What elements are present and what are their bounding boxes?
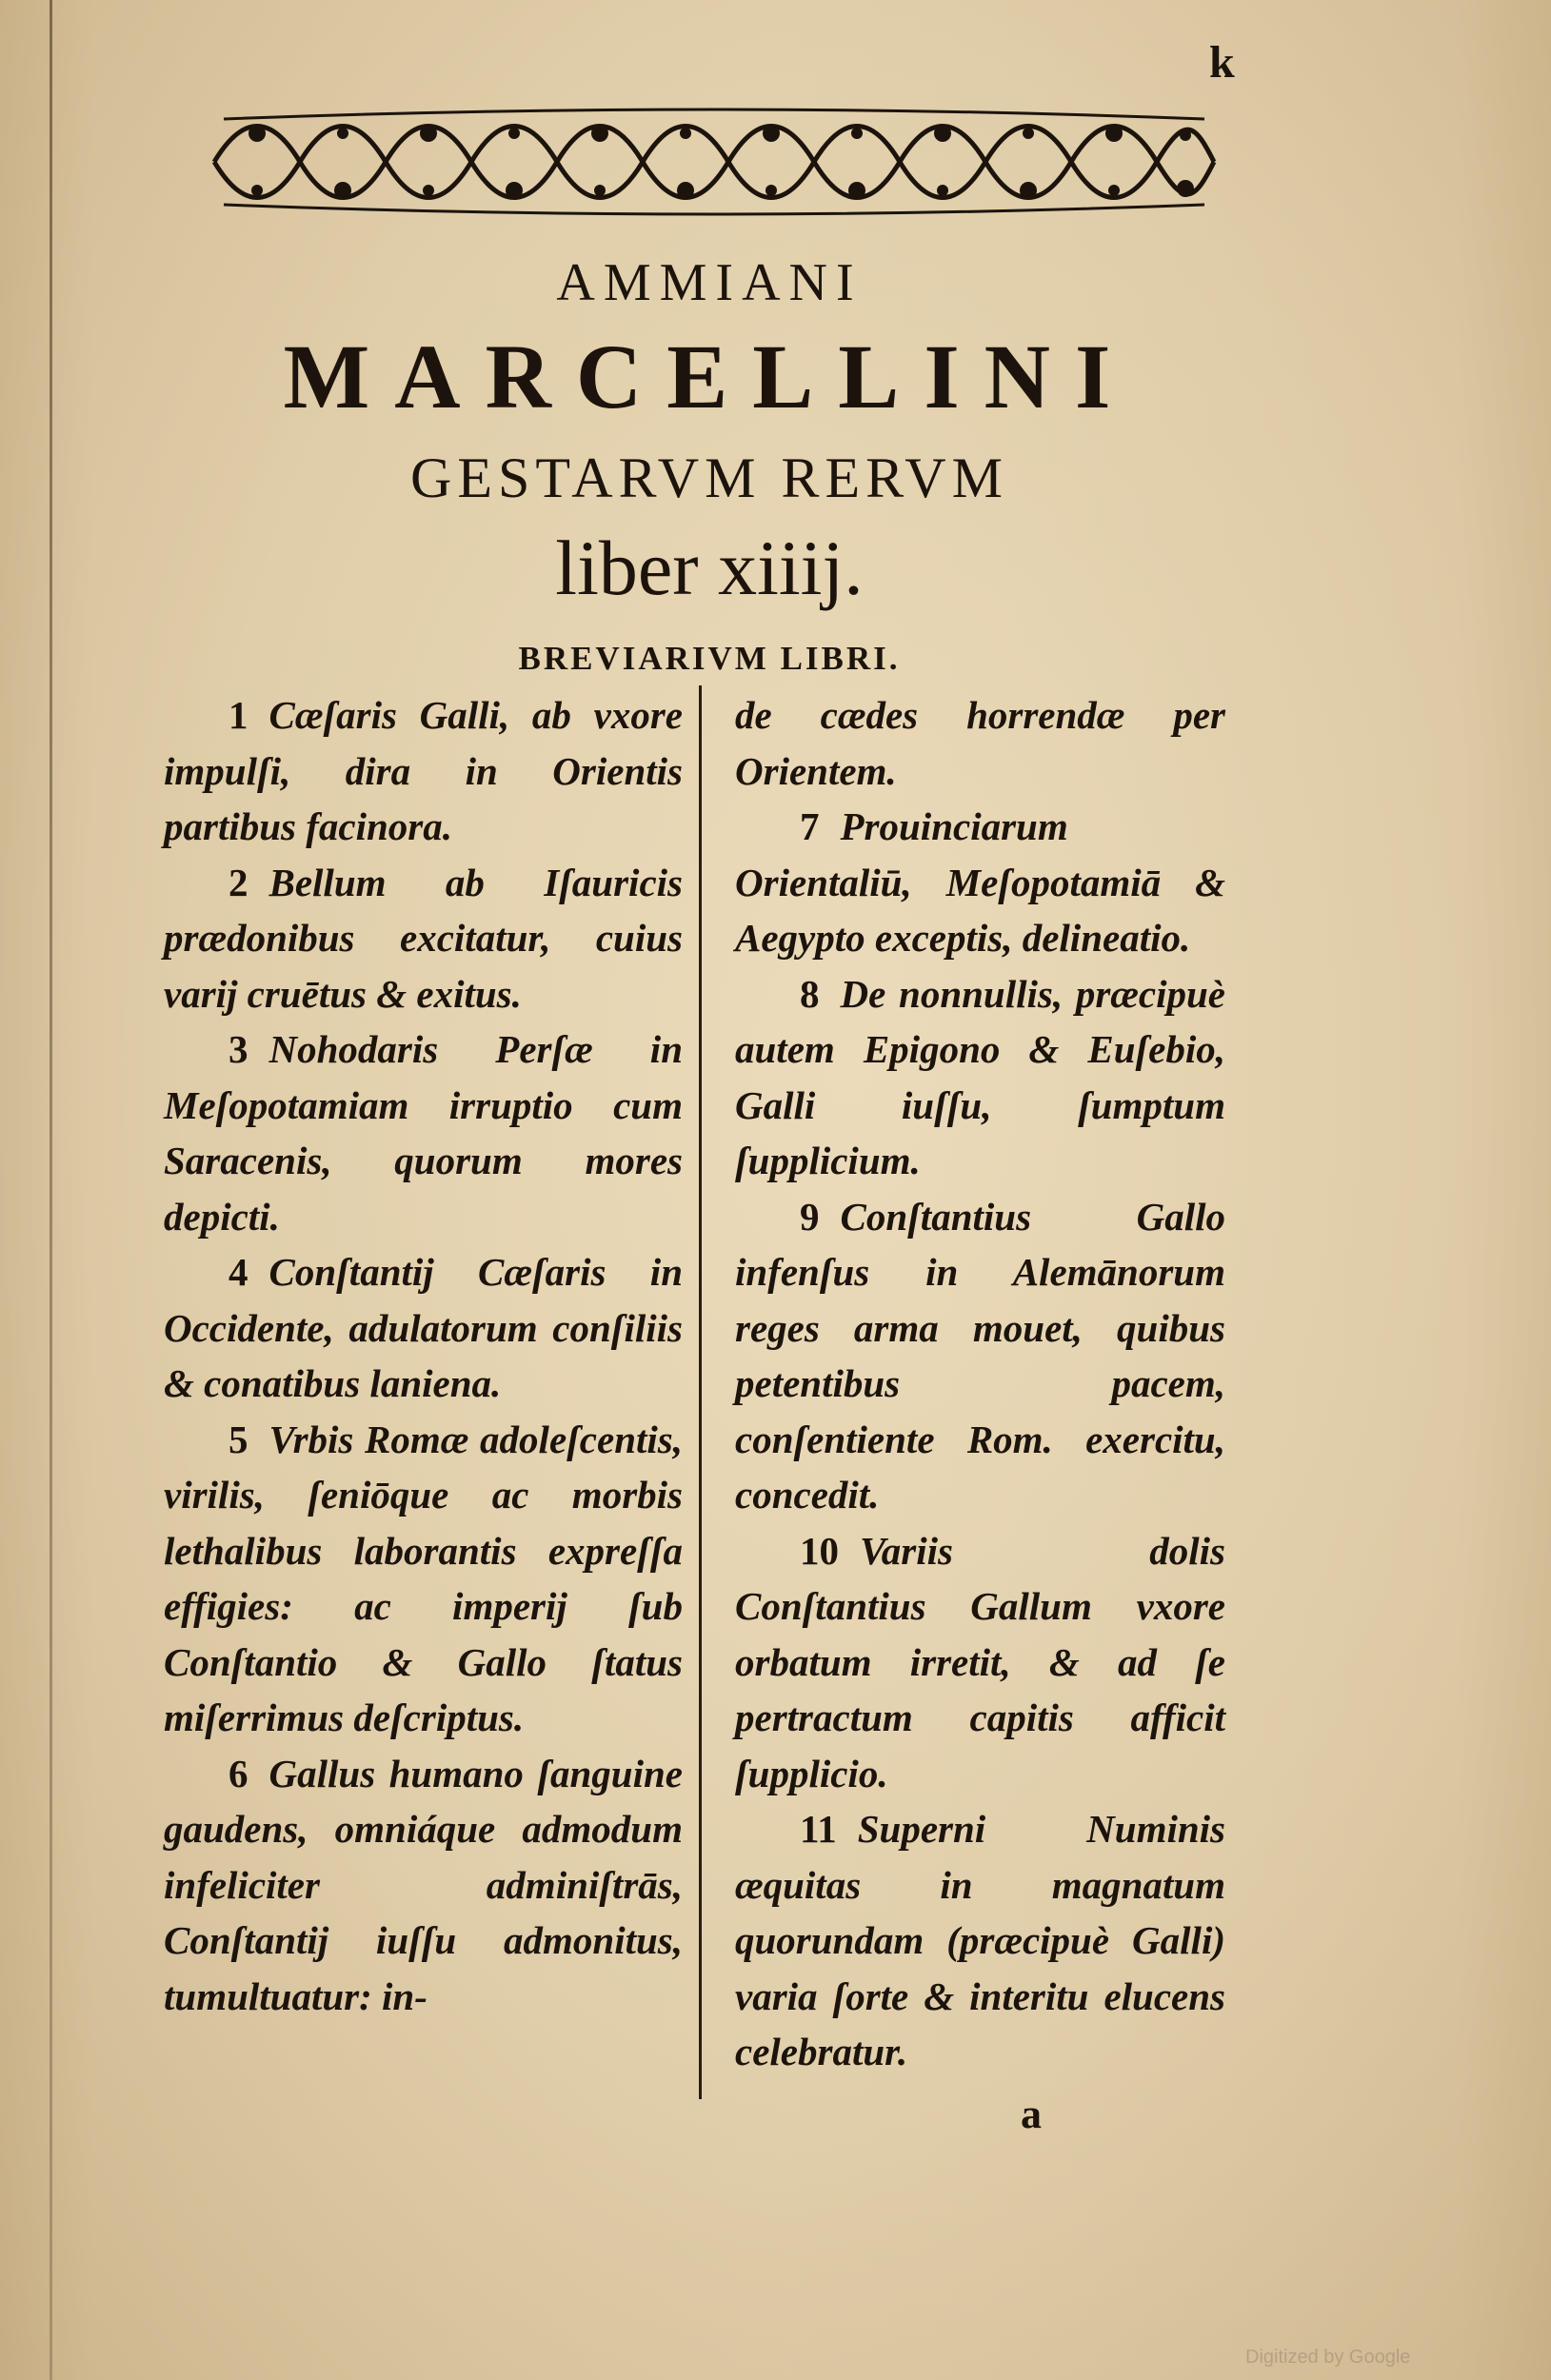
entry-number: 10 bbox=[800, 1528, 839, 1573]
summary-entry bbox=[735, 799, 1225, 966]
summary-entry bbox=[164, 1746, 683, 2025]
entry-number: 5 bbox=[229, 1417, 249, 1461]
folio-mark: k bbox=[1209, 37, 1235, 88]
entry-number: 3 bbox=[229, 1027, 249, 1071]
entry-number: 11 bbox=[800, 1807, 837, 1851]
summary-entry bbox=[164, 855, 683, 1022]
work-title: GESTARVM RERVM bbox=[410, 446, 1008, 509]
summary-entry bbox=[164, 1244, 683, 1412]
breviarium-heading: BREVIARIVM LIBRI. bbox=[518, 640, 901, 677]
entry-text: Gallus humano ſanguine gaudens, omniáque admodum infeliciter adminiſtrās, Conſtantij iuſſu admonitus, tumultuatur: in- bbox=[164, 1751, 683, 2018]
summary-entry bbox=[735, 966, 1225, 1189]
signature-mark: a bbox=[1021, 2091, 1042, 2137]
entry-number: 9 bbox=[800, 1194, 820, 1239]
entry-text: Vrbis Romæ adoleſcentis, virilis, ſeniōque ac morbis lethalibus laborantis expreſſa effigies: ac imperij ſub Conſtantio & Gallo ſtatus miſerrimus deſcriptus. bbox=[164, 1417, 683, 1739]
entry-number: 4 bbox=[229, 1250, 249, 1294]
entry-text: Variis dolis Conſtantius Gallum vxore orbatum irretit, & ad ſe pertractum capitis afficit ſupplicio. bbox=[735, 1528, 1225, 1795]
ornamental-headpiece bbox=[205, 105, 1223, 219]
entry-number: 8 bbox=[800, 971, 820, 1016]
summary-entry bbox=[164, 687, 683, 855]
entry-text: Conſtantius Gallo infenſus in Alemānorum reges arma mouet, quibus petentibus pacem, conſentiente Rom. exercitu, concedit. bbox=[735, 1194, 1225, 1517]
right-column bbox=[735, 687, 1225, 2080]
summary-entry bbox=[735, 1801, 1225, 2080]
left-column bbox=[164, 687, 683, 2024]
entry-number: 1 bbox=[229, 693, 249, 737]
summary-entry bbox=[735, 1523, 1225, 1802]
entry-number: 2 bbox=[229, 860, 249, 904]
author-name-line1: AMMIANI bbox=[556, 253, 863, 312]
entry-text: De nonnullis, præcipuè autem Epigono & Euſebio, Galli iuſſu, ſumptum ſupplicium. bbox=[735, 971, 1225, 1182]
entry-text: Bellum ab Iſauricis prædonibus excitatur, cuius varij cruētus & exitus. bbox=[164, 860, 683, 1016]
digitization-watermark: Digitized by Google bbox=[1245, 2347, 1411, 2368]
entry-number: 7 bbox=[800, 804, 820, 848]
entry-text: Prouinciarum Orientaliū, Meſopotamiā & Aegypto exceptis, delineatio. bbox=[735, 804, 1225, 960]
author-name-line2: MARCELLINI bbox=[283, 326, 1136, 427]
entry-text: Superni Numinis æquitas in magnatum quorundam (præcipuè Galli) varia ſorte & interitu elucens celebratur. bbox=[735, 1807, 1225, 2073]
column-divider bbox=[699, 685, 702, 2099]
summary-entry bbox=[164, 1021, 683, 1244]
entry-text: Nohodaris Perſæ in Meſopotamiam irruptio cum Saracenis, quorum mores depicti. bbox=[164, 1027, 683, 1239]
book-number: liber xiiij. bbox=[555, 525, 864, 611]
entry-text: Cæſaris Galli, ab vxore impulſi, dira in Orientis partibus facinora. bbox=[164, 693, 683, 848]
entry-text: Conſtantij Cæſaris in Occidente, adulatorum conſiliis & conatibus laniena. bbox=[164, 1250, 683, 1405]
summary-entry bbox=[164, 1412, 683, 1746]
entry-number: 6 bbox=[229, 1751, 249, 1795]
entry-continuation: de cædes horrendæ per Orientem. bbox=[735, 693, 1225, 793]
summary-entry bbox=[735, 1189, 1225, 1523]
